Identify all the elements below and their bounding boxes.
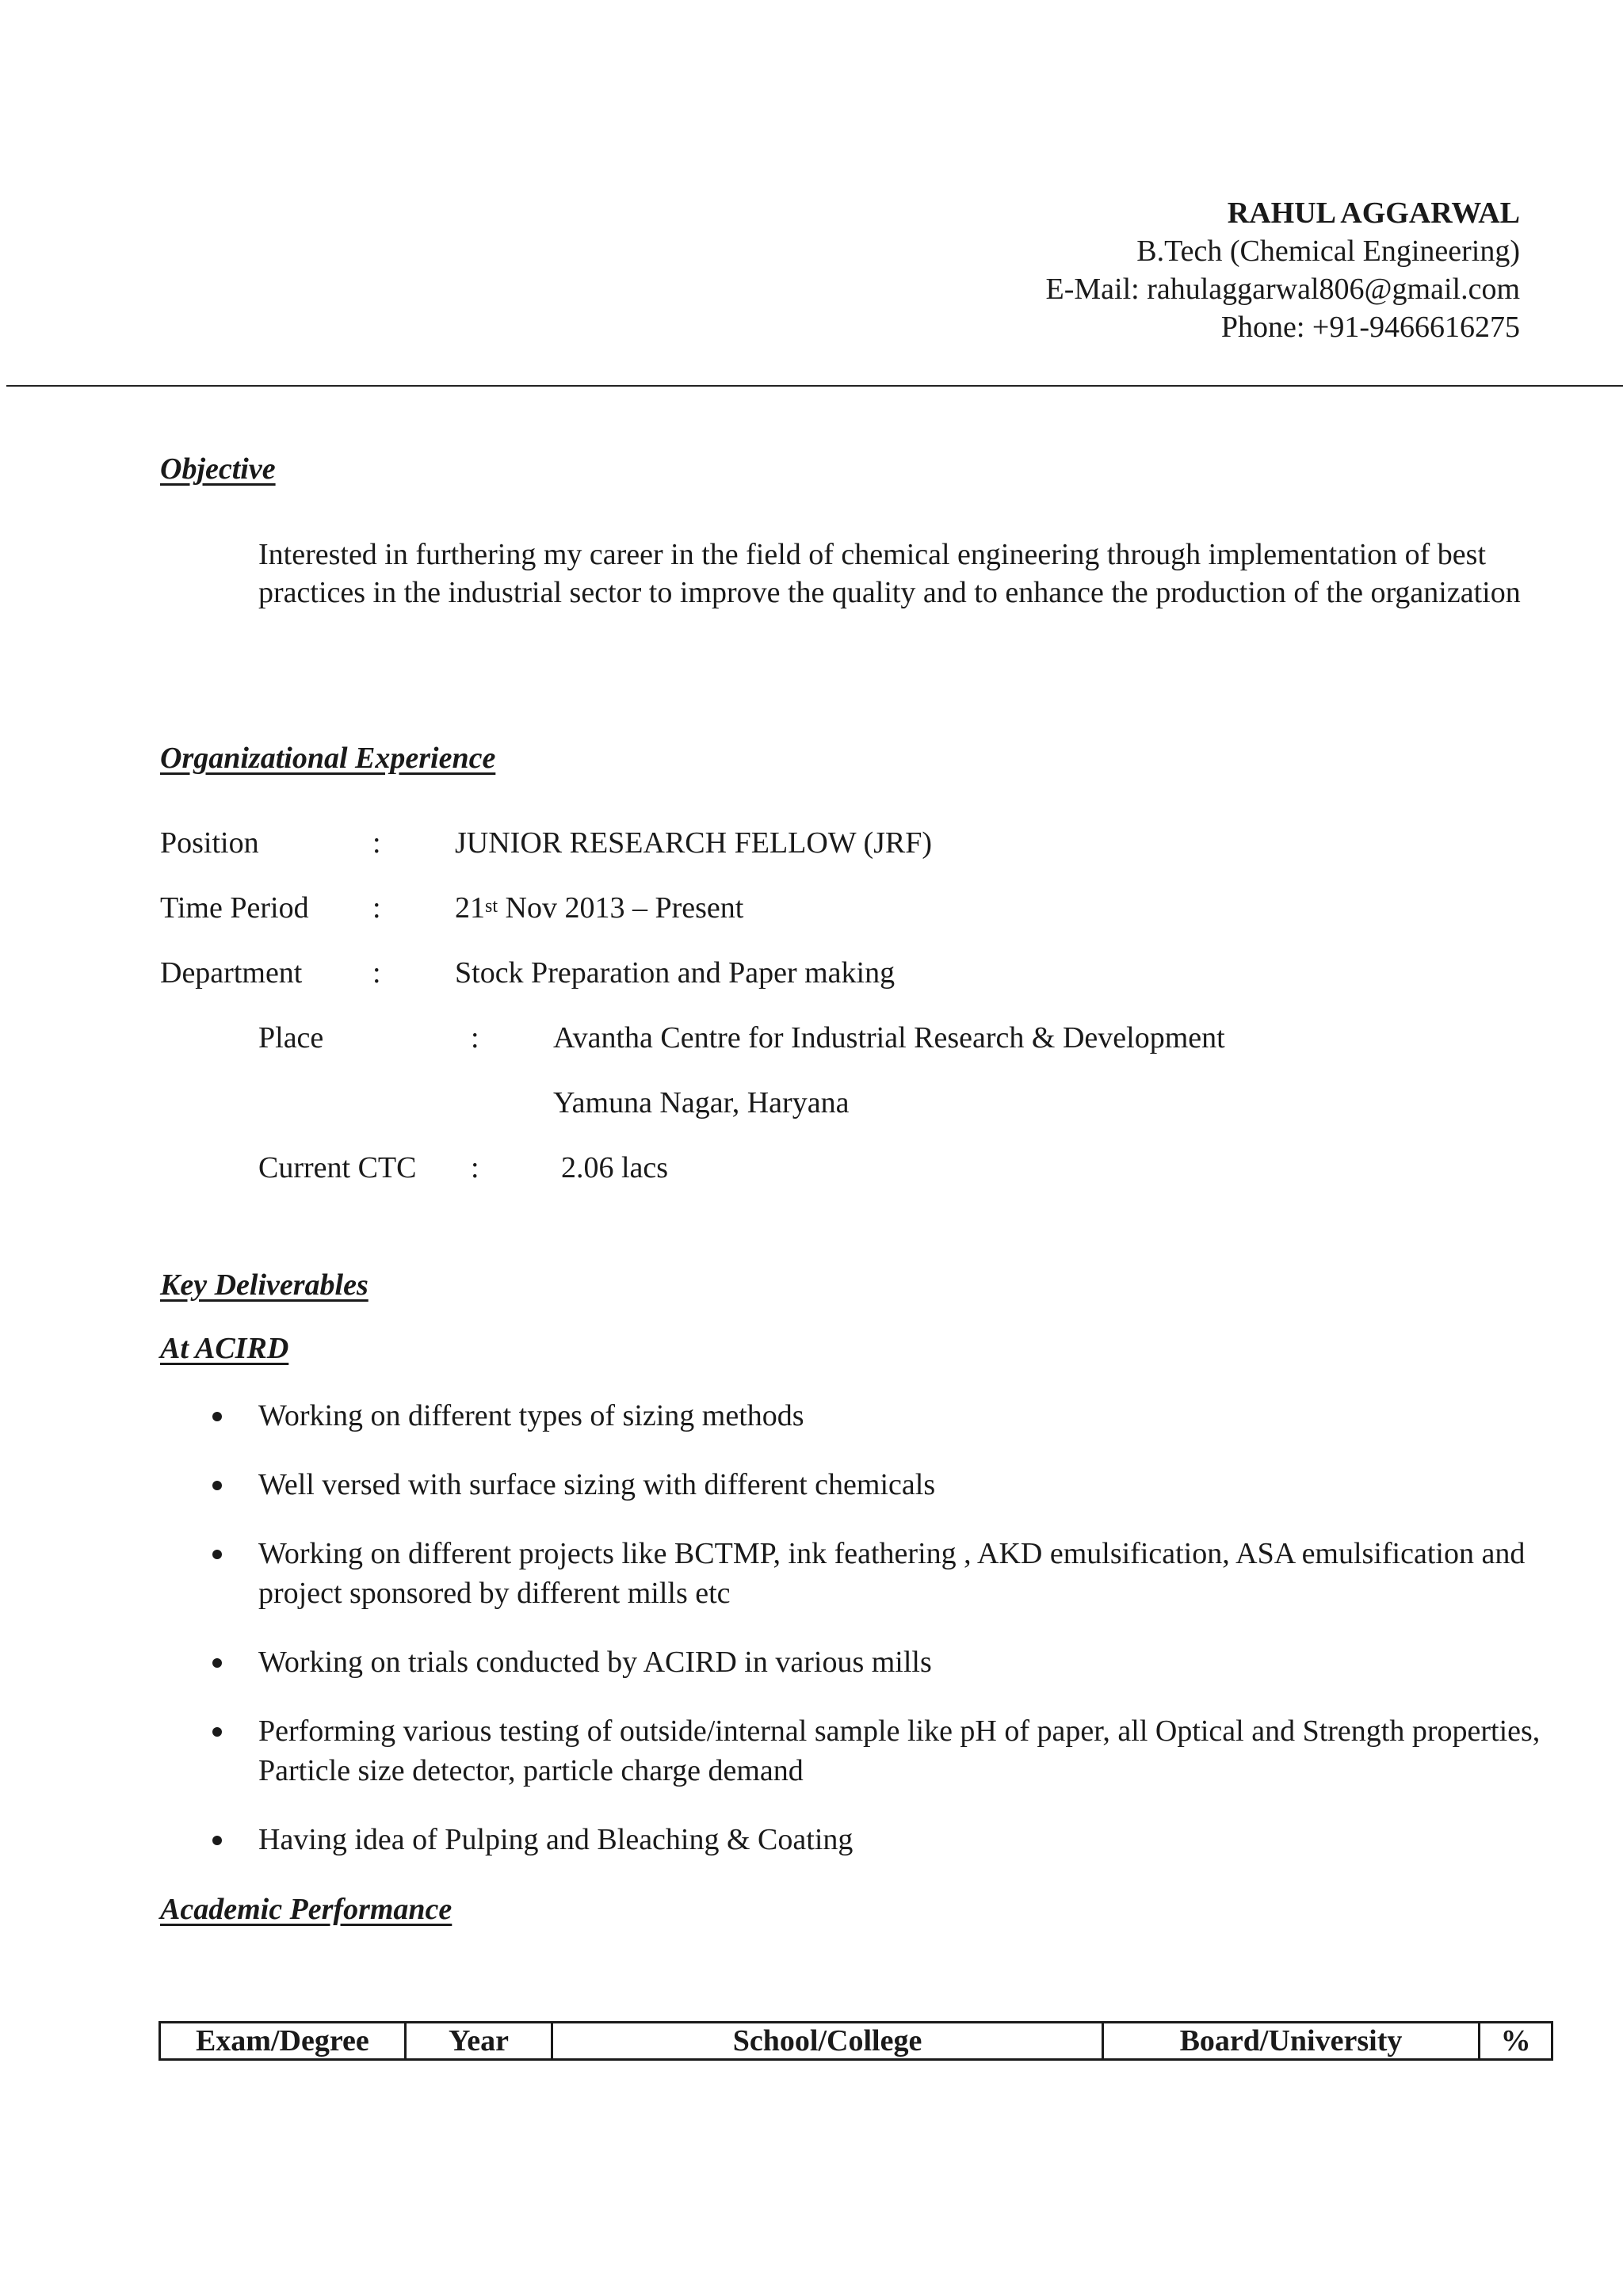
time-period-label: Time Period (160, 891, 309, 925)
time-period-separator: : (372, 891, 381, 925)
list-item: Performing various testing of outside/internal sample like pH of paper, all Optical and Strength properties, Particle size detector, particle charge demand (158, 1711, 1569, 1791)
candidate-name: RAHUL AGGARWAL (1227, 196, 1520, 230)
header-divider (6, 385, 1623, 387)
bullet-icon (212, 1836, 222, 1845)
time-period-day: 21 (455, 891, 485, 925)
candidate-email: E-Mail: rahulaggarwal806@gmail.com (1045, 273, 1520, 306)
position-separator: : (372, 826, 381, 860)
ctc-label: Current CTC (258, 1151, 417, 1184)
column-school-college: School/College (552, 2023, 1102, 2060)
academic-table (158, 2021, 1553, 2061)
department-separator: : (372, 956, 381, 990)
list-item: Having idea of Pulping and Bleaching & Coating (158, 1820, 1569, 1859)
table-header-row (160, 2023, 1552, 2060)
bullet-icon (212, 1412, 222, 1421)
place-label: Place (258, 1021, 324, 1055)
column-exam-degree: Exam/Degree (160, 2023, 406, 2060)
time-period-suffix: st (485, 896, 498, 917)
objective-text: Interested in furthering my career in the field of chemical engineering through implementation of best practices in the industrial sector to improve the quality and to enhance the production of the organization (258, 538, 1521, 609)
column-percentage: % (1480, 2023, 1552, 2060)
place-separator: : (471, 1021, 479, 1055)
deliverables-heading: Key Deliverables (160, 1268, 369, 1302)
list-item: Well versed with surface sizing with different chemicals (158, 1465, 1569, 1505)
objective-heading: Objective (160, 452, 276, 486)
academic-heading: Academic Performance (160, 1893, 453, 1926)
place-value-line2: Yamuna Nagar, Haryana (553, 1086, 850, 1119)
column-board-university: Board/University (1102, 2023, 1479, 2060)
experience-heading: Organizational Experience (160, 742, 496, 775)
list-item: Working on trials conducted by ACIRD in various mills (158, 1642, 1569, 1682)
department-label: Department (160, 956, 303, 990)
list-item: Working on different types of sizing methods (158, 1396, 1569, 1436)
bullet-icon (212, 1481, 222, 1490)
candidate-degree: B.Tech (Chemical Engineering) (1136, 235, 1520, 268)
position-label: Position (160, 826, 259, 860)
bullet-icon (212, 1727, 222, 1737)
deliverables-subheading: At ACIRD (160, 1332, 289, 1365)
department-value: Stock Preparation and Paper making (455, 956, 896, 990)
ctc-separator: : (471, 1151, 479, 1184)
resume-header (1046, 194, 1520, 346)
column-year: Year (405, 2023, 552, 2060)
list-item: Working on different projects like BCTMP, ink feathering , AKD emulsification, ASA emulsification and project sponsored by different mills etc (158, 1534, 1569, 1613)
deliverables-list (158, 1396, 1569, 1889)
ctc-value: 2.06 lacs (561, 1151, 669, 1184)
time-period-value (455, 889, 743, 927)
bullet-icon (212, 1658, 222, 1668)
bullet-icon (212, 1550, 222, 1559)
candidate-phone: Phone: +91-9466616275 (1220, 311, 1520, 344)
place-value-line1: Avantha Centre for Industrial Research & Development (553, 1021, 1225, 1055)
time-period-rest: Nov 2013 – Present (498, 891, 744, 925)
position-value: JUNIOR RESEARCH FELLOW (JRF) (455, 826, 933, 860)
